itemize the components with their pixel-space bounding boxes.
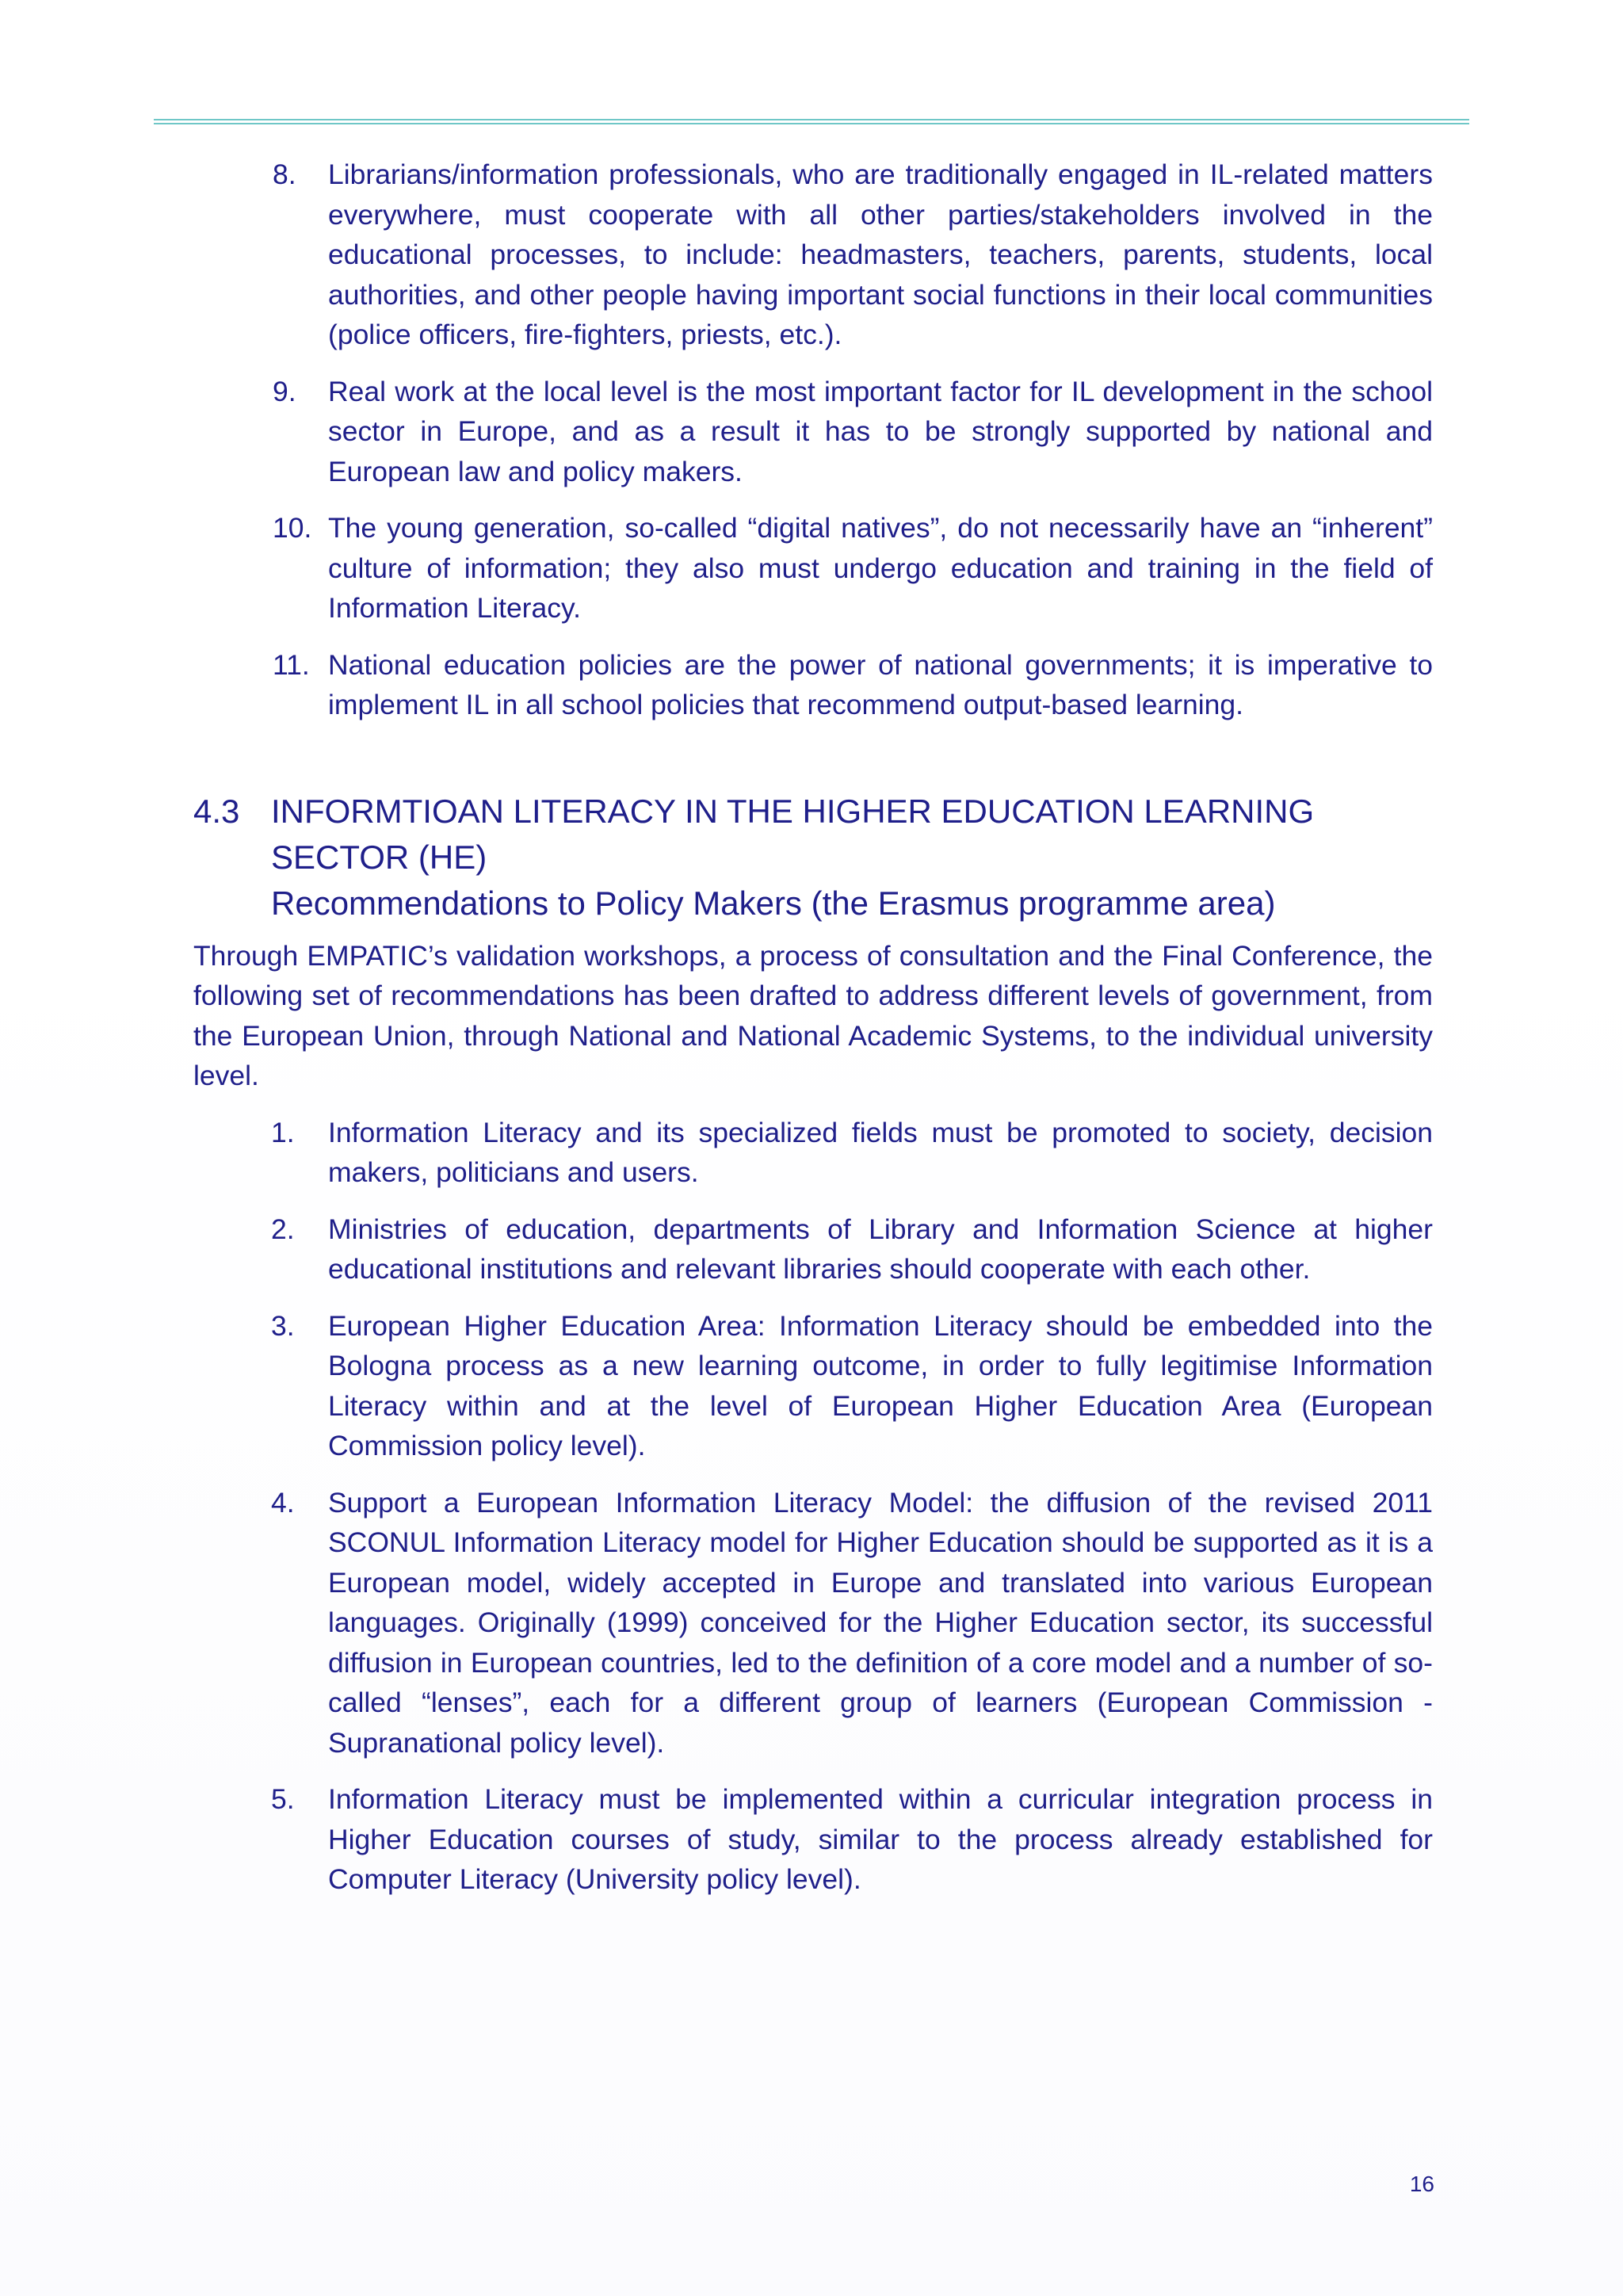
page-content: [193, 155, 1433, 1916]
list-item-text: Information Literacy must be implemented within a curricular integration process in Higher Education courses of study, similar to the process already established for Computer Literacy (University policy level).: [328, 1783, 1433, 1895]
section-subtitle: Recommendations to Policy Makers (the Erasmus programme area): [271, 884, 1276, 922]
list-item-number: 4.: [271, 1486, 295, 1519]
header-rule-line: [154, 123, 1469, 124]
header-double-rule: [154, 119, 1469, 127]
list-item-number: 3.: [271, 1309, 295, 1342]
list-item-text: The young generation, so-called “digital natives”, do not necessarily have an “inherent” culture of information; they also must undergo education and training in the field of Information Literacy.: [328, 512, 1433, 624]
list-item-number: 1.: [271, 1116, 295, 1148]
list-item-number: 11.: [273, 648, 310, 681]
list-item: [193, 155, 1433, 355]
he-recommendations-list: [193, 1113, 1433, 1900]
intro-paragraph: Through EMPATIC’s validation workshops, a process of consultation and the Final Conference, the following set of recommendations has been drafted to address different levels of government, from the European Union, through National and National Academic Systems, to the individual university level.: [193, 939, 1433, 1091]
list-item: [193, 645, 1433, 725]
list-item-text: Support a European Information Literacy Model: the diffusion of the revised 2011 SCONUL Information Literacy model for Higher Education should be supported as it is a European model, widely accepted in Europe and translated into various European languages. Originally (1999) conceived for the Higher Education sector, its successful diffusion in European countries, led to the definition of a core model and a number of so-called “lenses”, each for a different group of learners (European Commission - Supranational policy level).: [328, 1486, 1433, 1759]
list-item-number: 5.: [271, 1783, 295, 1815]
list-item-text: Ministries of education, departments of Library and Information Science at higher educational institutions and relevant libraries should cooperate with each other.: [328, 1213, 1433, 1285]
list-item-text: Librarians/information professionals, who are traditionally engaged in IL-related matters everywhere, must cooperate with all other parties/stakeholders involved in the educational processes, to include: headmasters, teachers, parents, students, local authorities, and other people having important social functions in their local communities (police officers, fire-fighters, priests, etc.).: [328, 159, 1433, 350]
list-item-text: Real work at the local level is the most important factor for IL development in the school sector in Europe, and as a result it has to be strongly supported by national and European law and policy makers.: [328, 375, 1433, 487]
list-item: [193, 1483, 1433, 1763]
list-item-text: National education policies are the power of national governments; it is imperative to implement IL in all school policies that recommend output-based learning.: [328, 648, 1433, 720]
list-item-number: 8.: [273, 159, 296, 190]
header-rule-line: [154, 119, 1469, 120]
list-item-text: Information Literacy and its specialized fields must be promoted to society, decision makers, politicians and users.: [328, 1116, 1433, 1188]
list-item: [193, 372, 1433, 492]
list-item: [193, 508, 1433, 628]
list-item-number: 2.: [271, 1213, 295, 1245]
list-item: [193, 1306, 1433, 1466]
list-item: [193, 1113, 1433, 1193]
page-number: 16: [1409, 2172, 1434, 2196]
list-item: [193, 1779, 1433, 1900]
list-item: [193, 1209, 1433, 1289]
list-item-text: European Higher Education Area: Information Literacy should be embedded into the Bologna process as a new learning outcome, in order to fully legitimise Information Literacy within and at the level of European Higher Education Area (European Commission policy level).: [328, 1309, 1433, 1461]
list-item-number: 9.: [273, 375, 296, 407]
list-item-number: 10.: [273, 512, 312, 544]
section-title: INFORMTIOAN LITERACY IN THE HIGHER EDUCATION LEARNING SECTOR (HE): [271, 792, 1315, 876]
school-recommendations-list: [193, 155, 1433, 725]
section-number: 4.3: [193, 792, 240, 830]
section-heading: [193, 789, 1433, 926]
